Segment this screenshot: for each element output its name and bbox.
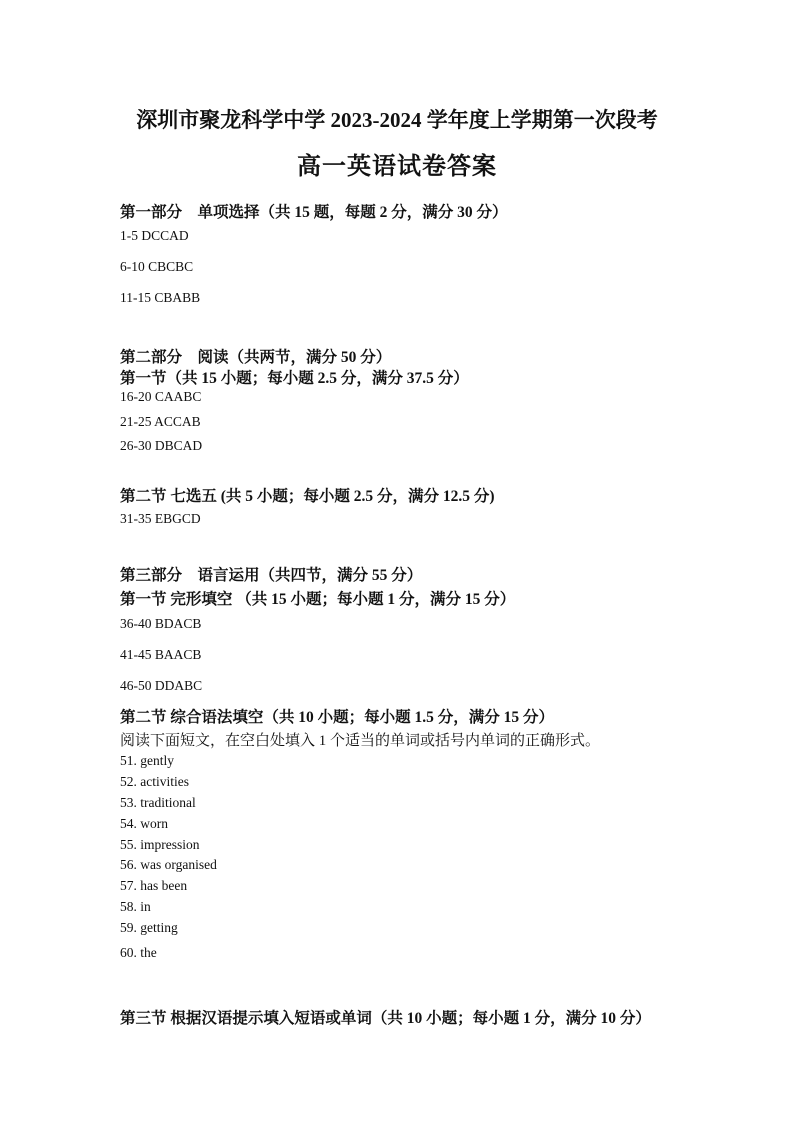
answer-line: 46-50 DDABC <box>120 678 203 693</box>
part3-section1-heading: 第一节 完形填空 （共 15 小题；每小题 1 分，满分 15 分） <box>120 591 516 608</box>
answer-line: 54. worn <box>120 816 168 831</box>
answer-line: 41-45 BAACB <box>120 647 202 662</box>
part2-section1-heading: 第一节（共 15 小题；每小题 2.5 分，满分 37.5 分） <box>120 370 469 387</box>
answer-line: 51. gently <box>120 753 174 768</box>
answer-line: 55. impression <box>120 837 200 852</box>
exam-subtitle: 高一英语试卷答案 <box>297 154 497 180</box>
part3-section3-heading: 第三节 根据汉语提示填入短语或单词（共 10 小题；每小题 1 分，满分 10 分） <box>120 1010 651 1027</box>
part2-section2-heading: 第二节 七选五 (共 5 小题；每小题 2.5 分，满分 12.5 分) <box>120 488 495 505</box>
answer-line: 59. getting <box>120 920 178 935</box>
answer-line: 6-10 CBCBC <box>120 259 194 274</box>
answer-line: 57. has been <box>120 878 188 893</box>
answer-line: 58. in <box>120 899 151 914</box>
answer-line: 56. was organised <box>120 857 217 872</box>
answer-line: 1-5 DCCAD <box>120 228 189 243</box>
part3-section2-heading: 第二节 综合语法填空（共 10 小题；每小题 1.5 分，满分 15 分） <box>120 709 555 726</box>
answer-line: 21-25 ACCAB <box>120 414 201 429</box>
part3-section2-instruction: 阅读下面短文，在空白处填入 1 个适当的单词或括号内单词的正确形式。 <box>120 733 601 749</box>
part1-heading: 第一部分 单项选择（共 15 题，每题 2 分，满分 30 分） <box>120 204 508 221</box>
answer-line: 16-20 CAABC <box>120 389 202 404</box>
answer-line: 60. the <box>120 945 157 960</box>
part3-heading: 第三部分 语言运用（共四节，满分 55 分） <box>120 567 423 584</box>
answer-line: 11-15 CBABB <box>120 290 201 305</box>
answer-line: 36-40 BDACB <box>120 616 202 631</box>
answer-line: 52. activities <box>120 774 189 789</box>
exam-title: 深圳市聚龙科学中学 2023-2024 学年度上学期第一次段考 <box>136 108 658 132</box>
answer-line: 31-35 EBGCD <box>120 511 201 526</box>
part2-heading: 第二部分 阅读（共两节，满分 50 分） <box>120 349 392 366</box>
answer-line: 26-30 DBCAD <box>120 438 203 453</box>
answer-line: 53. traditional <box>120 795 196 810</box>
